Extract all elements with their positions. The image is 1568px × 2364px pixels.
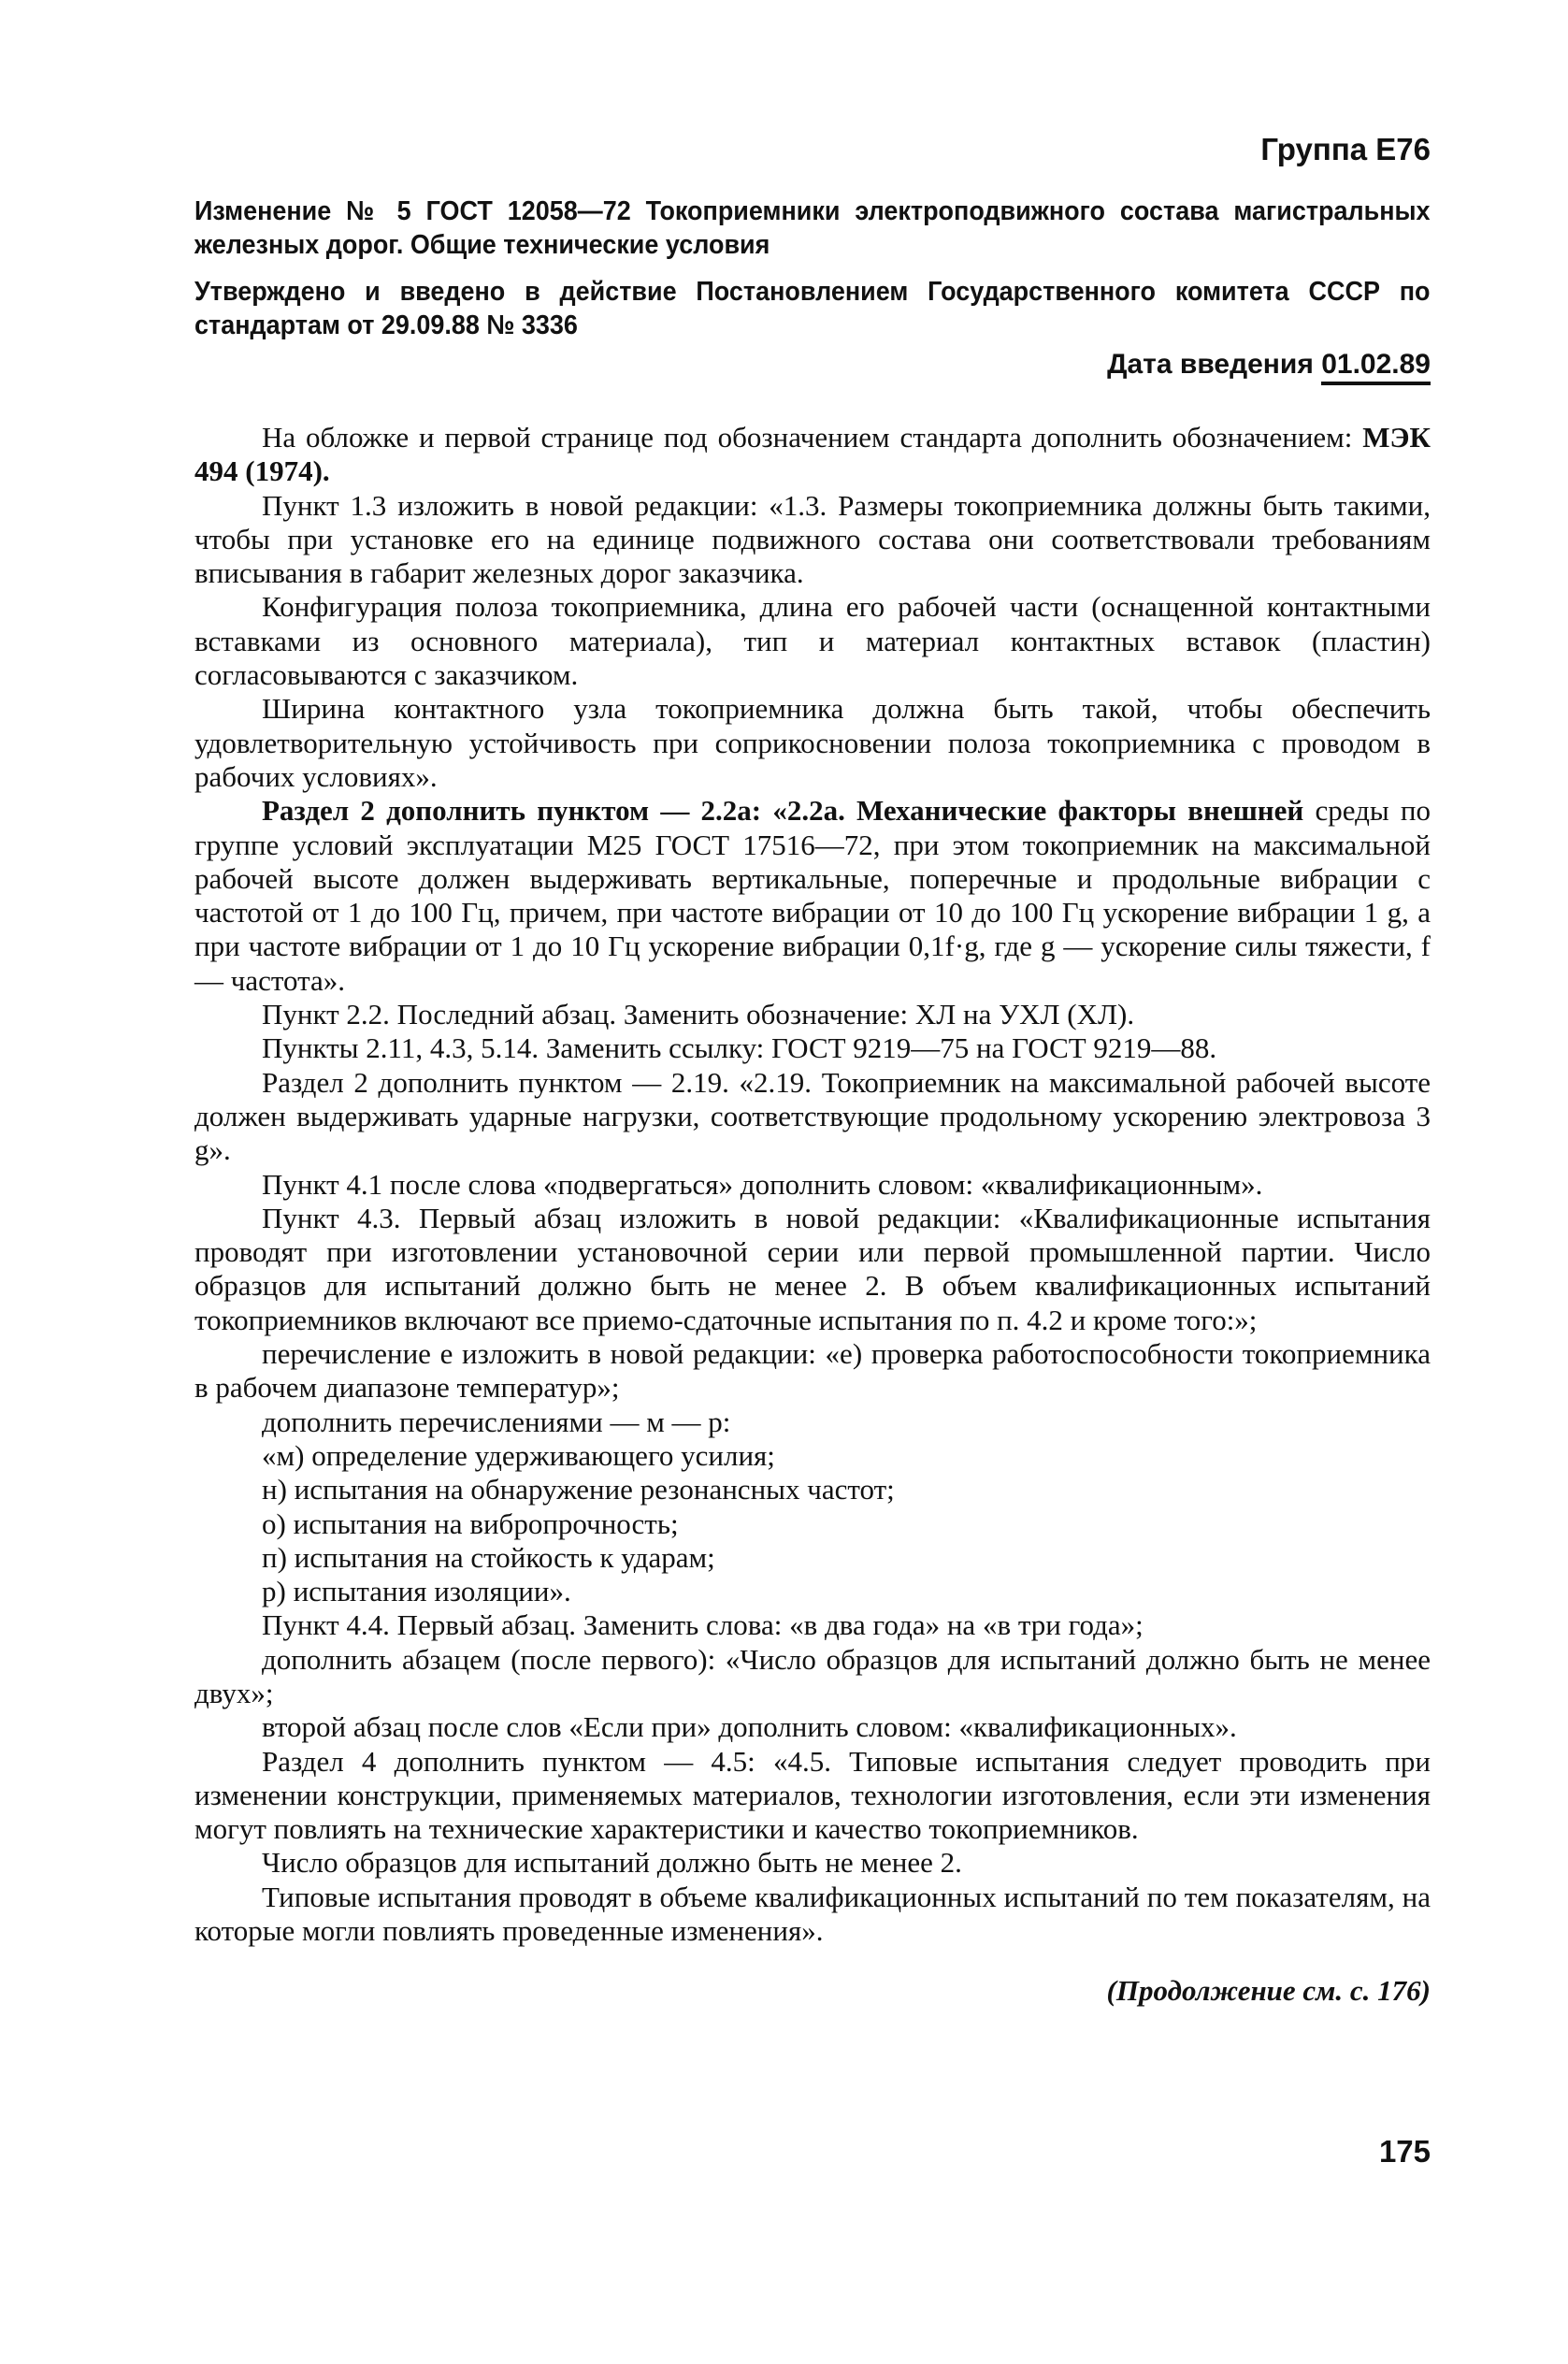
paragraph: Пункт 4.3. Первый абзац изложить в новой редакции: «Квалификационные испытания проводят при изготовлении установочной серии или первой промышленной партии. Число образцов для испытаний должно быть не менее 2. В объем квалификационных испытаний токоприемников включают все приемо-сдаточные испытания по п. 4.2 и кроме того:»; [194,1201,1431,1336]
list-item: п) испытания на стойкость к ударам; [262,1540,715,1574]
paragraph: Ширина контактного узла токоприемника должна быть такой, чтобы обеспечить удовлетворительную устойчивость при соприкосновении полоза токоприемника с проводом в рабочих условиях». [194,692,1431,793]
paragraph: Число образцов для испытаний должно быть не менее 2. [262,1846,962,1880]
continuation-note: (Продолжение см. с. 176) [1106,1974,1431,2008]
paragraph: Раздел 2 дополнить пунктом — 2.19. «2.19. Токоприемник на максимальной рабочей высоте должен выдерживать ударные нагрузки, соответствующие продольному ускорению электровоза 3 g». [194,1065,1431,1167]
document-title: Изменение № 5 ГОСТ 12058—72 Токоприемники электроподвижного состава магистральных железных дорог. Общие технические условия [194,196,1431,260]
list-item: «м) определение удерживающего усилия; [262,1438,775,1472]
effective-date-value: 01.02.89 [1321,349,1431,385]
paragraph: дополнить перечислениями — м — р: [262,1405,731,1438]
paragraph-text: На обложке и первой странице под обозначением стандарта дополнить обозначением: [262,421,1363,454]
document-body [194,421,1431,1948]
paragraph [194,421,1431,489]
paragraph: дополнить абзацем (после первого): «Число образцов для испытаний должно быть не менее двух»; [194,1642,1431,1709]
paragraph-text: среды по группе условий эксплуатации М25 ГОСТ 17516—72, при этом токоприемник на максимальной рабочей высоте должен выдерживать вертикальные, поперечные и продольные вибрации с частотой от 1 до 100 Гц, причем, при частоте вибрации от 10 до 100 Гц ускорение вибрации 1 g, а при частоте вибрации от 1 до 10 Гц ускорение вибрации 0,1f·g, где g — ускорение силы тяжести, f — частота». [194,794,1431,997]
effective-date-label: Дата введения [1107,349,1314,380]
page-number: 175 [1378,2134,1431,2169]
group-code: Группа Е76 [1260,132,1431,166]
paragraph: Типовые испытания проводят в объеме квалификационных испытаний по тем показателям, на которые могли повлиять проведенные изменения». [194,1880,1431,1948]
approval-statement: Утверждено и введено в действие Постановлением Государственного комитета СССР по стандартам от 29.09.88 № 3336 [194,277,1431,340]
paragraph: перечисление е изложить в новой редакции: «е) проверка работоспособности токоприемника в рабочем диапазоне температур»; [194,1337,1431,1405]
list-item: н) испытания на обнаружение резонансных частот; [262,1473,895,1506]
list-item: о) испытания на вибропрочность; [262,1506,679,1540]
paragraph: Пункты 2.11, 4.3, 5.14. Заменить ссылку: ГОСТ 9219—75 на ГОСТ 9219—88. [262,1031,1217,1065]
standard-reference: МЭК 494 (1974). [194,421,1431,488]
effective-date [194,346,1431,383]
paragraph: Пункт 2.2. Последний абзац. Заменить обозначение: ХЛ на УХЛ (ХЛ). [262,998,1135,1031]
list-item: р) испытания изоляции». [262,1575,571,1608]
document-page [194,131,1431,2010]
paragraph: Пункт 1.3 изложить в новой редакции: «1.3. Размеры токоприемника должны быть такими, чтобы при установке его на единице подвижного состава они соответствовали требованиям вписывания в габарит железных дорог заказчика. [194,488,1431,590]
section-heading: Раздел 2 дополнить пунктом — 2.2а: «2.2а. Механические факторы внешней [262,794,1304,828]
paragraph: Конфигурация полоза токоприемника, длина его рабочей части (оснащенной контактными вставками из основного материала), тип и материал контактных вставок (пластин) согласовываются с заказчиком. [194,590,1431,692]
paragraph: Пункт 4.1 после слова «подвергаться» дополнить словом: «квалификационным». [262,1167,1263,1201]
paragraph: второй абзац после слов «Если при» дополнить словом: «квалификационных». [262,1710,1237,1744]
paragraph: Пункт 4.4. Первый абзац. Заменить слова: «в два года» на «в три года»; [262,1608,1144,1642]
paragraph [194,794,1431,998]
paragraph: Раздел 4 дополнить пунктом — 4.5: «4.5. Типовые испытания следует проводить при изменении конструкции, применяемых материалов, технологии изготовления, если эти изменения могут повлиять на технические характеристики и качество токоприемников. [194,1744,1431,1846]
